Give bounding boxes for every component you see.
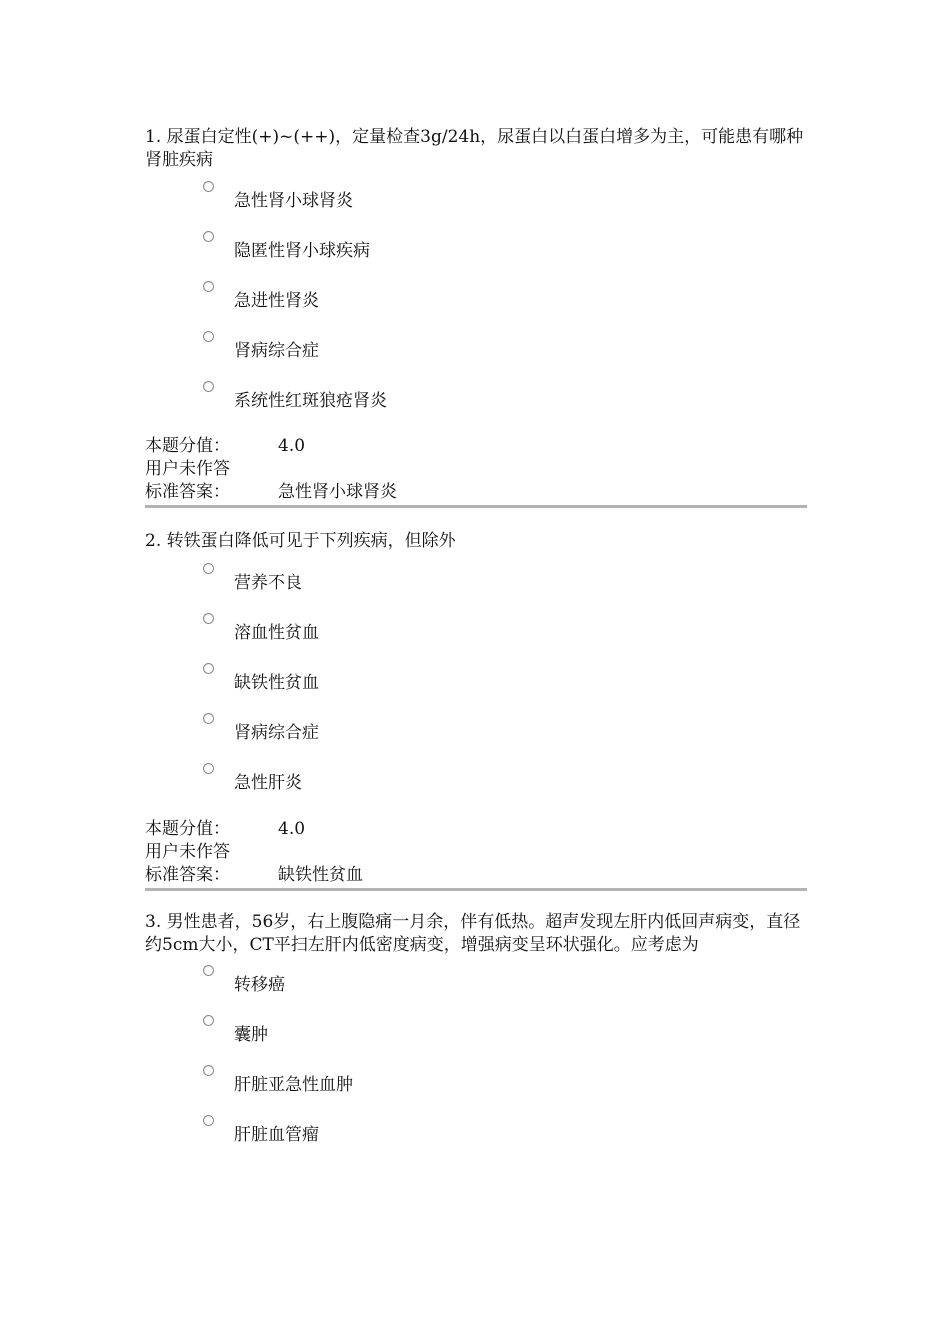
radio-button[interactable] [203,663,214,674]
option-label: 系统性红斑狼疮肾炎 [234,391,387,411]
option-item[interactable] [203,960,807,1010]
question-text [145,911,807,957]
radio-button[interactable] [203,1065,214,1076]
answer-row [145,864,807,887]
option-item[interactable] [203,176,807,226]
divider [145,888,807,891]
option-label: 溶血性贫血 [234,623,319,643]
option-label: 急性肾小球肾炎 [234,191,353,211]
score-row [145,435,807,458]
radio-button[interactable] [203,231,214,242]
question-number: 1. [145,127,162,147]
option-label: 急进性肾炎 [234,291,319,311]
question-number: 3. [145,912,162,932]
quiz-page [145,126,807,1160]
question-stem: 转铁蛋白降低可见于下列疾病，但除外 [166,531,456,551]
radio-button[interactable] [203,1015,214,1026]
option-item[interactable] [203,1110,807,1160]
radio-button[interactable] [203,563,214,574]
option-item[interactable] [203,1010,807,1060]
question-text [145,126,807,172]
option-item[interactable] [203,1060,807,1110]
radio-button[interactable] [203,613,214,624]
option-item[interactable] [203,558,807,608]
answer-status: 用户未作答 [145,459,230,479]
question-meta [145,435,807,504]
radio-button[interactable] [203,1115,214,1126]
option-label: 营养不良 [234,573,302,593]
option-item[interactable] [203,658,807,708]
option-list [145,558,807,808]
radio-button[interactable] [203,763,214,774]
radio-button[interactable] [203,181,214,192]
status-row [145,841,807,864]
option-item[interactable] [203,708,807,758]
answer-value: 急性肾小球肾炎 [278,482,397,502]
option-label: 肾病综合症 [234,341,319,361]
option-label: 急性肝炎 [234,773,302,793]
option-item[interactable] [203,758,807,808]
question-stem: 尿蛋白定性(+)~(++)，定量检查3g/24h，尿蛋白以白蛋白增多为主，可能患有哪种肾脏疾病 [145,127,804,170]
option-item[interactable] [203,608,807,658]
option-item[interactable] [203,326,807,376]
option-label: 缺铁性贫血 [234,673,319,693]
radio-button[interactable] [203,331,214,342]
radio-button[interactable] [203,965,214,976]
status-row [145,458,807,481]
option-item[interactable] [203,226,807,276]
answer-label: 标准答案： [145,865,230,885]
radio-button[interactable] [203,713,214,724]
answer-label: 标准答案： [145,482,230,502]
option-label: 肝脏亚急性血肿 [234,1075,353,1095]
option-list [145,960,807,1160]
option-list [145,176,807,426]
score-row [145,818,807,841]
question-1 [145,126,807,508]
score-value: 4.0 [278,819,306,839]
answer-row [145,481,807,504]
question-3 [145,911,807,1160]
option-label: 肝脏血管瘤 [234,1125,319,1145]
question-2 [145,530,807,891]
question-stem: 男性患者，56岁，右上腹隐痛一月余，伴有低热。超声发现左肝内低回声病变，直径约5cm大小，CT平扫左肝内低密度病变，增强病变呈环状强化。应考虑为 [145,912,801,955]
score-label: 本题分值： [145,436,230,456]
option-label: 隐匿性肾小球疾病 [234,241,370,261]
option-item[interactable] [203,276,807,326]
score-value: 4.0 [278,436,306,456]
option-label: 囊肿 [234,1025,268,1045]
question-meta [145,818,807,887]
divider [145,505,807,508]
question-text [145,530,807,553]
score-label: 本题分值： [145,819,230,839]
radio-button[interactable] [203,381,214,392]
radio-button[interactable] [203,281,214,292]
question-number: 2. [145,531,162,551]
answer-status: 用户未作答 [145,842,230,862]
option-label: 肾病综合症 [234,723,319,743]
option-label: 转移癌 [234,975,285,995]
option-item[interactable] [203,376,807,426]
answer-value: 缺铁性贫血 [278,865,363,885]
